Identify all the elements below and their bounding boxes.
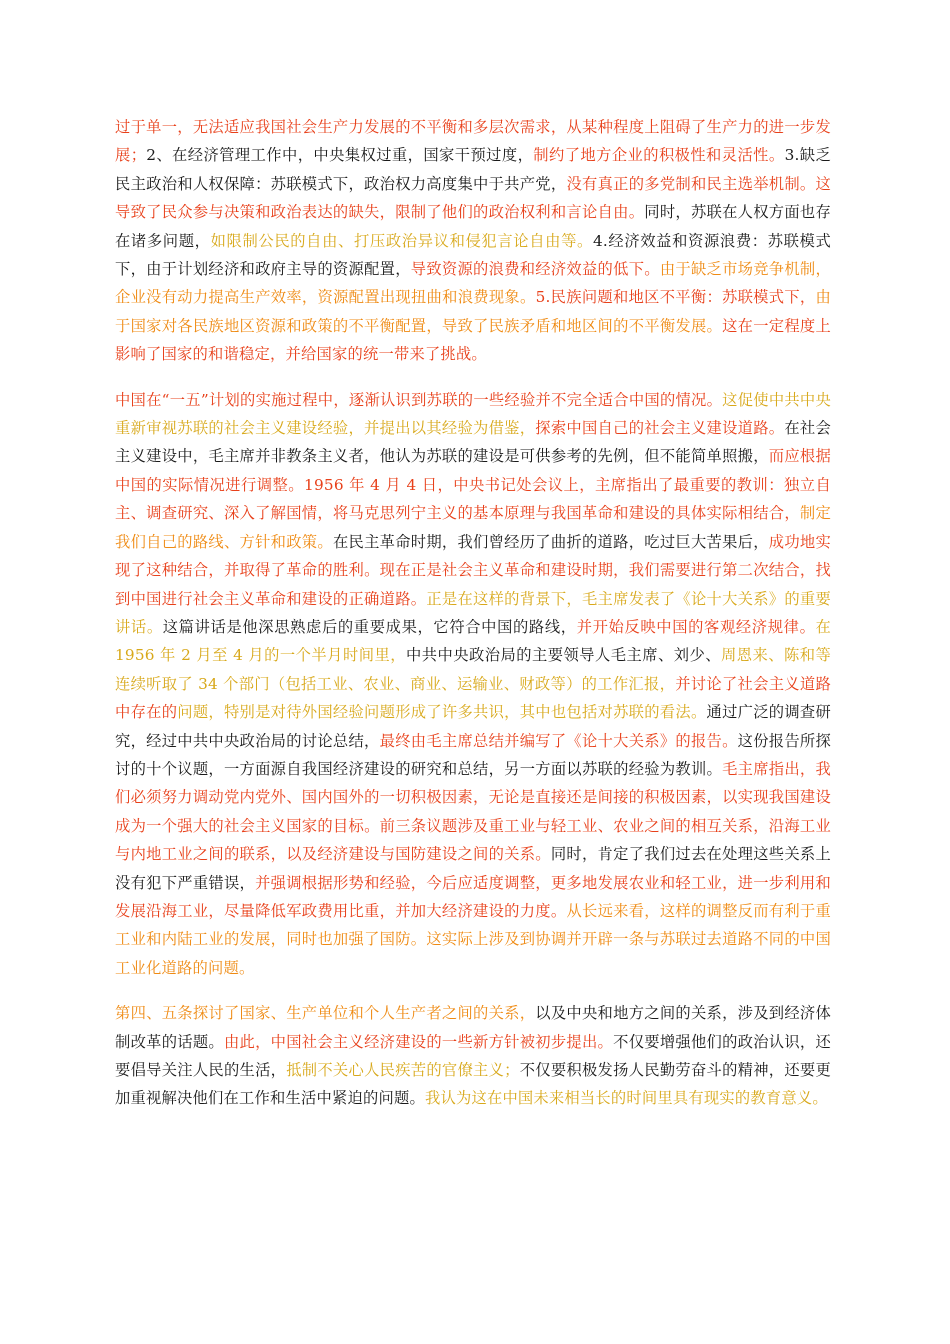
text-segment: 5.民族问题和地区不平衡：苏联模式下， — [535, 288, 816, 307]
text-segment: 并讨论了社会主义道路中存在的 — [115, 674, 831, 722]
text-segment: 第四、五条探讨了国家、生产单位和个人生产者之间的关系， — [115, 1004, 536, 1023]
paragraph-2 — [115, 386, 831, 983]
text-segment: 以及中央和地方之间的关系，涉及到经济体制改革的话题。 — [115, 1004, 831, 1051]
text-segment: 这促使中共中央重新审视苏联的社会主义建设经验，并提出以其经验为借鉴， — [115, 390, 831, 438]
text-segment: 由于国家对各民族地区资源和政策的不平衡配置，导致了民族矛盾和地区间的不平衡发展。 — [115, 288, 831, 335]
text-segment: 并强调根据形势和经验，今后应适度调整，更多地发展农业和轻工业，进一步利用和发展沿海工业，尽量降低军政费用比重，并加大经济建设的力度。 — [115, 873, 831, 920]
text-segment: 在社会主义建设中，毛主席并非教条主义者，他认为苏联的建设是可供参考的先例，但不能简单照搬， — [115, 419, 831, 466]
text-segment: 导致资源的浪费和经济效益的低下。 — [410, 260, 660, 279]
text-segment: 由于缺乏市场竞争机制，企业没有动力提高生产效率，资源配置出现扭曲和浪费现象。 — [115, 260, 831, 307]
text-segment: 并开始反映中国的客观经济规律。 — [576, 617, 816, 636]
text-segment: 这在一定程度上影响了国家的和谐稳定，并给国家的统一带来了挑战。 — [115, 316, 831, 364]
text-segment: 正是在这样的背景下，毛主席发表了《论十大关系》的重要讲话。 — [115, 589, 831, 636]
text-segment: 而应根据中国的实际情况进行调整。1956 年 4 月 4 日，中央书记处会议上，主席指出了最重要的教训：独立自主、调查研究、深入了解国情，将马克思列宁主义的基本原理与我国革命和建设的具体实际相结合， — [115, 447, 831, 523]
text-segment: 同时，苏联在人权方面也存在诸多问题， — [115, 203, 831, 250]
text-segment: 这篇讲话是他深思熟虑后的重要成果，它符合中国的路线， — [162, 617, 577, 636]
text-segment: 由此，中国社会主义经济建设的一些新方针被初步提出。 — [223, 1032, 614, 1051]
text-segment: 在 1956 年 2 月至 4 月的一个半月时间里， — [115, 617, 831, 665]
text-segment: 3.缺乏民主政治和人权保障：苏联模式下，政治权力高度集中于共产党， — [115, 146, 832, 193]
text-segment: 周恩来、陈和等连续听取了 34 个部门（包括工业、农业、商业、运输业、财政等）的工作汇报， — [115, 646, 831, 693]
text-segment: 如限制公民的自由、打压政治异议和侵犯言论自由等。 — [210, 231, 593, 250]
text-segment: 同时，肯定了我们过去在处理这些关系上没有犯下严重错误， — [115, 845, 831, 892]
text-segment: 没有真正的多党制和民主选举机制。这导致了民众参与决策和政治表达的缺失，限制了他们的政治权利和言论自由。 — [115, 174, 831, 222]
document-page — [115, 113, 831, 1113]
text-segment: 在民主革命时期，我们曾经历了曲折的道路，吃过巨大苦果后， — [332, 532, 769, 551]
text-segment: 过于单一，无法适应我国社会生产力发展的不平衡和多层次需求，从某种程度上阻碍了生产力的进一步发展； — [115, 118, 831, 165]
text-segment: 不仅要积极发扬人民勤劳奋斗的精神，还要更加重视解决他们在工作和生活中紧迫的问题。 — [115, 1061, 831, 1108]
text-segment: 我认为这在中国未来相当长的时间里具有现实的教育意义。 — [424, 1089, 828, 1108]
text-segment: 通过广泛的调查研究，经过中共中央政治局的讨论总结， — [115, 703, 831, 750]
text-segment: 最终由毛主席总结并编写了《论十大关系》的报告。 — [379, 731, 738, 750]
text-segment: 中国在“一五”计划的实施过程中，逐渐认识到苏联的一些经验并不完全适合中国的情况。 — [115, 390, 723, 409]
text-segment: 制约了地方企业的积极性和灵活性。 — [533, 146, 785, 165]
text-segment: 问题，特别是对待外国经验问题形成了许多共识，其中也包括对苏联的看法。 — [177, 703, 707, 722]
text-segment: 中共中央政治局的主要领导人毛主席、刘少、 — [405, 646, 721, 665]
text-segment: 从长远来看，这样的调整反而有利于重工业和内陆工业的发展，同时也加强了国防。这实际上涉及到协调并开辟一条与苏联过去道路不同的中国工业化道路的问题。 — [115, 901, 831, 977]
text-segment: 2、在经济管理工作中，中央集权过重，国家干预过度， — [146, 146, 534, 165]
text-segment: 不仅要增强他们的政治认识，还要倡导关注人民的生活， — [115, 1032, 831, 1079]
text-segment: 4.经济效益和资源浪费：苏联模式下，由于计划经济和政府主导的资源配置， — [115, 231, 831, 279]
paragraph-1 — [115, 113, 831, 369]
text-segment: 成功地实现了这种结合，并取得了革命的胜利。现在正是社会主义革命和建设时期，我们需要进行第二次结合，找到中国进行社会主义革命和建设的正确道路。 — [115, 532, 831, 608]
paragraph-3 — [115, 999, 831, 1113]
text-segment: 毛主席指出，我们必须努力调动党内党外、国内国外的一切积极因素，无论是直接还是间接的积极因素，以实现我国建设成为一个强大的社会主义国家的目标。前三条议题涉及重工业与轻工业、农业之间的相互关系，沿海工业与内地工业之间的联系，以及经济建设与国防建设之间的关系。 — [115, 759, 831, 864]
text-segment: 制定我们自己的路线、方针和政策。 — [115, 504, 831, 551]
text-segment: 探索中国自己的社会主义建设道路。 — [535, 419, 785, 438]
text-segment: 这份报告所探讨的十个议题，一方面源自我国经济建设的研究和总结，另一方面以苏联的经验为教训。 — [115, 731, 832, 778]
text-segment: 抵制不关心人民疾苦的官僚主义； — [286, 1061, 520, 1079]
